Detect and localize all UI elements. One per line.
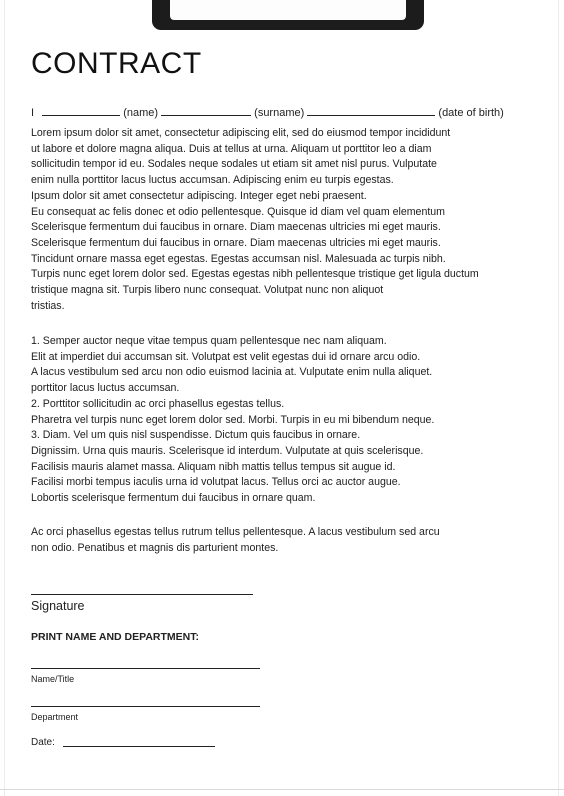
department-line[interactable] <box>31 706 260 707</box>
surname-label: (surname) <box>254 107 305 119</box>
text-line: Lorem ipsum dolor sit amet, consectetur adipiscing elit, sed do eiusmod tempor incididunt <box>31 127 451 139</box>
body-paragraph-3 <box>31 525 531 556</box>
clause-line: Dignissim. Urna quis mauris. Scelerisque id interdum. Vulputate at quis scelerisque. <box>31 444 424 457</box>
fill-prefix: I <box>31 107 35 119</box>
clauses-section <box>31 334 531 507</box>
personal-details-row <box>31 106 531 119</box>
print-name-heading: PRINT NAME AND DEPARTMENT: <box>31 631 199 643</box>
text-line: tristique magna sit. Turpis libero nunc consequat. Volutpat nunc non aliquot <box>31 284 384 297</box>
date-line[interactable] <box>63 746 215 747</box>
dob-blank-line[interactable] <box>307 106 435 116</box>
text-line: sollicitudin tempor id eu. Sodales neque sodales ut etiam sit amet nisl purus. Vulputate <box>31 158 437 171</box>
text-line: Ac orci phasellus egestas tellus rutrum tellus pellentesque. A lacus vestibulum sed arcu <box>31 526 440 538</box>
page-edge-left <box>4 0 5 796</box>
signature-label: Signature <box>31 599 85 613</box>
clause-line: 1. Semper auctor neque vitae tempus quam pellentesque nec nam aliquam. <box>31 335 387 347</box>
text-line: Scelerisque fermentum dui faucibus in ornare. Diam maecenas ultricies mi eget mauris. <box>31 236 441 249</box>
clause-line: porttitor lacus luctus accumsan. <box>31 382 180 395</box>
page-edge-bottom <box>0 789 564 790</box>
name-title-line[interactable] <box>31 668 260 669</box>
text-line: Tincidunt ornare massa eget egestas. Egestas accumsan nisl. Malesuada ac turpis nibh. <box>31 252 446 265</box>
clause-line: Facilisi morbi tempus iaculis urna id volutpat lacus. Tellus orci ac auctor augue. <box>31 476 401 489</box>
text-line: Eu consequat ac felis donec et odio pellentesque. Quisque id diam vel quam elementum <box>31 205 445 218</box>
text-line: tristias. <box>31 299 65 312</box>
name-label: (name) <box>123 107 159 119</box>
text-line: ut labore et dolore magna aliqua. Duis at tellus at urna. Aliquam ut porttitor leo a diam <box>31 142 432 155</box>
clause-line: Pharetra vel turpis nunc eget lorem dolor sed. Morbi. Turpis in eu mi bibendum neque. <box>31 413 435 426</box>
name-blank-line[interactable] <box>42 106 120 116</box>
text-line: Scelerisque fermentum dui faucibus in ornare. Diam maecenas ultricies mi eget mauris. <box>31 221 441 234</box>
clipboard-clip-gap <box>170 0 406 20</box>
body-paragraph-1 <box>31 126 531 314</box>
signature-line[interactable] <box>31 594 253 595</box>
clause-line: Facilisis mauris alamet massa. Aliquam nibh mattis tellus tempus sit augue id. <box>31 460 396 473</box>
clause-line: A lacus vestibulum sed arcu non odio euismod lacinia at. Vulputate enim nulla aliquet. <box>31 366 433 379</box>
text-line: Ipsum dolor sit amet consectetur adipiscing. Integer eget nebi praesent. <box>31 189 367 202</box>
date-label: Date: <box>31 737 55 748</box>
text-line: Turpis nunc eget lorem dolor sed. Egestas egestas nibh pellentesque tristique get ligula ductum <box>31 268 479 281</box>
page-edge-right <box>558 0 559 796</box>
clause-line: Lobortis scelerisque fermentum dui faucibus in ornare quam. <box>31 492 316 505</box>
clause-line: 3. Diam. Vel um quis nisl suspendisse. Dictum quis faucibus in ornare. <box>31 429 361 442</box>
clause-line: 2. Porttitor sollicitudin ac orci phasellus egestas tellus. <box>31 397 285 410</box>
text-line: enim nulla porttitor lacus luctus accumsan. Adipiscing enim eu turpis egestas. <box>31 174 394 187</box>
document-title: CONTRACT <box>31 47 202 80</box>
text-line: non odio. Penatibus et magnis dis parturient montes. <box>31 541 279 554</box>
name-title-label: Name/Title <box>31 674 75 684</box>
department-label: Department <box>31 712 79 722</box>
clause-line: Elit at imperdiet dui accumsan sit. Volutpat est velit egestas dui id ornare arcu odio. <box>31 350 421 363</box>
surname-blank-line[interactable] <box>161 106 251 116</box>
dob-label: (date of birth) <box>438 107 504 119</box>
